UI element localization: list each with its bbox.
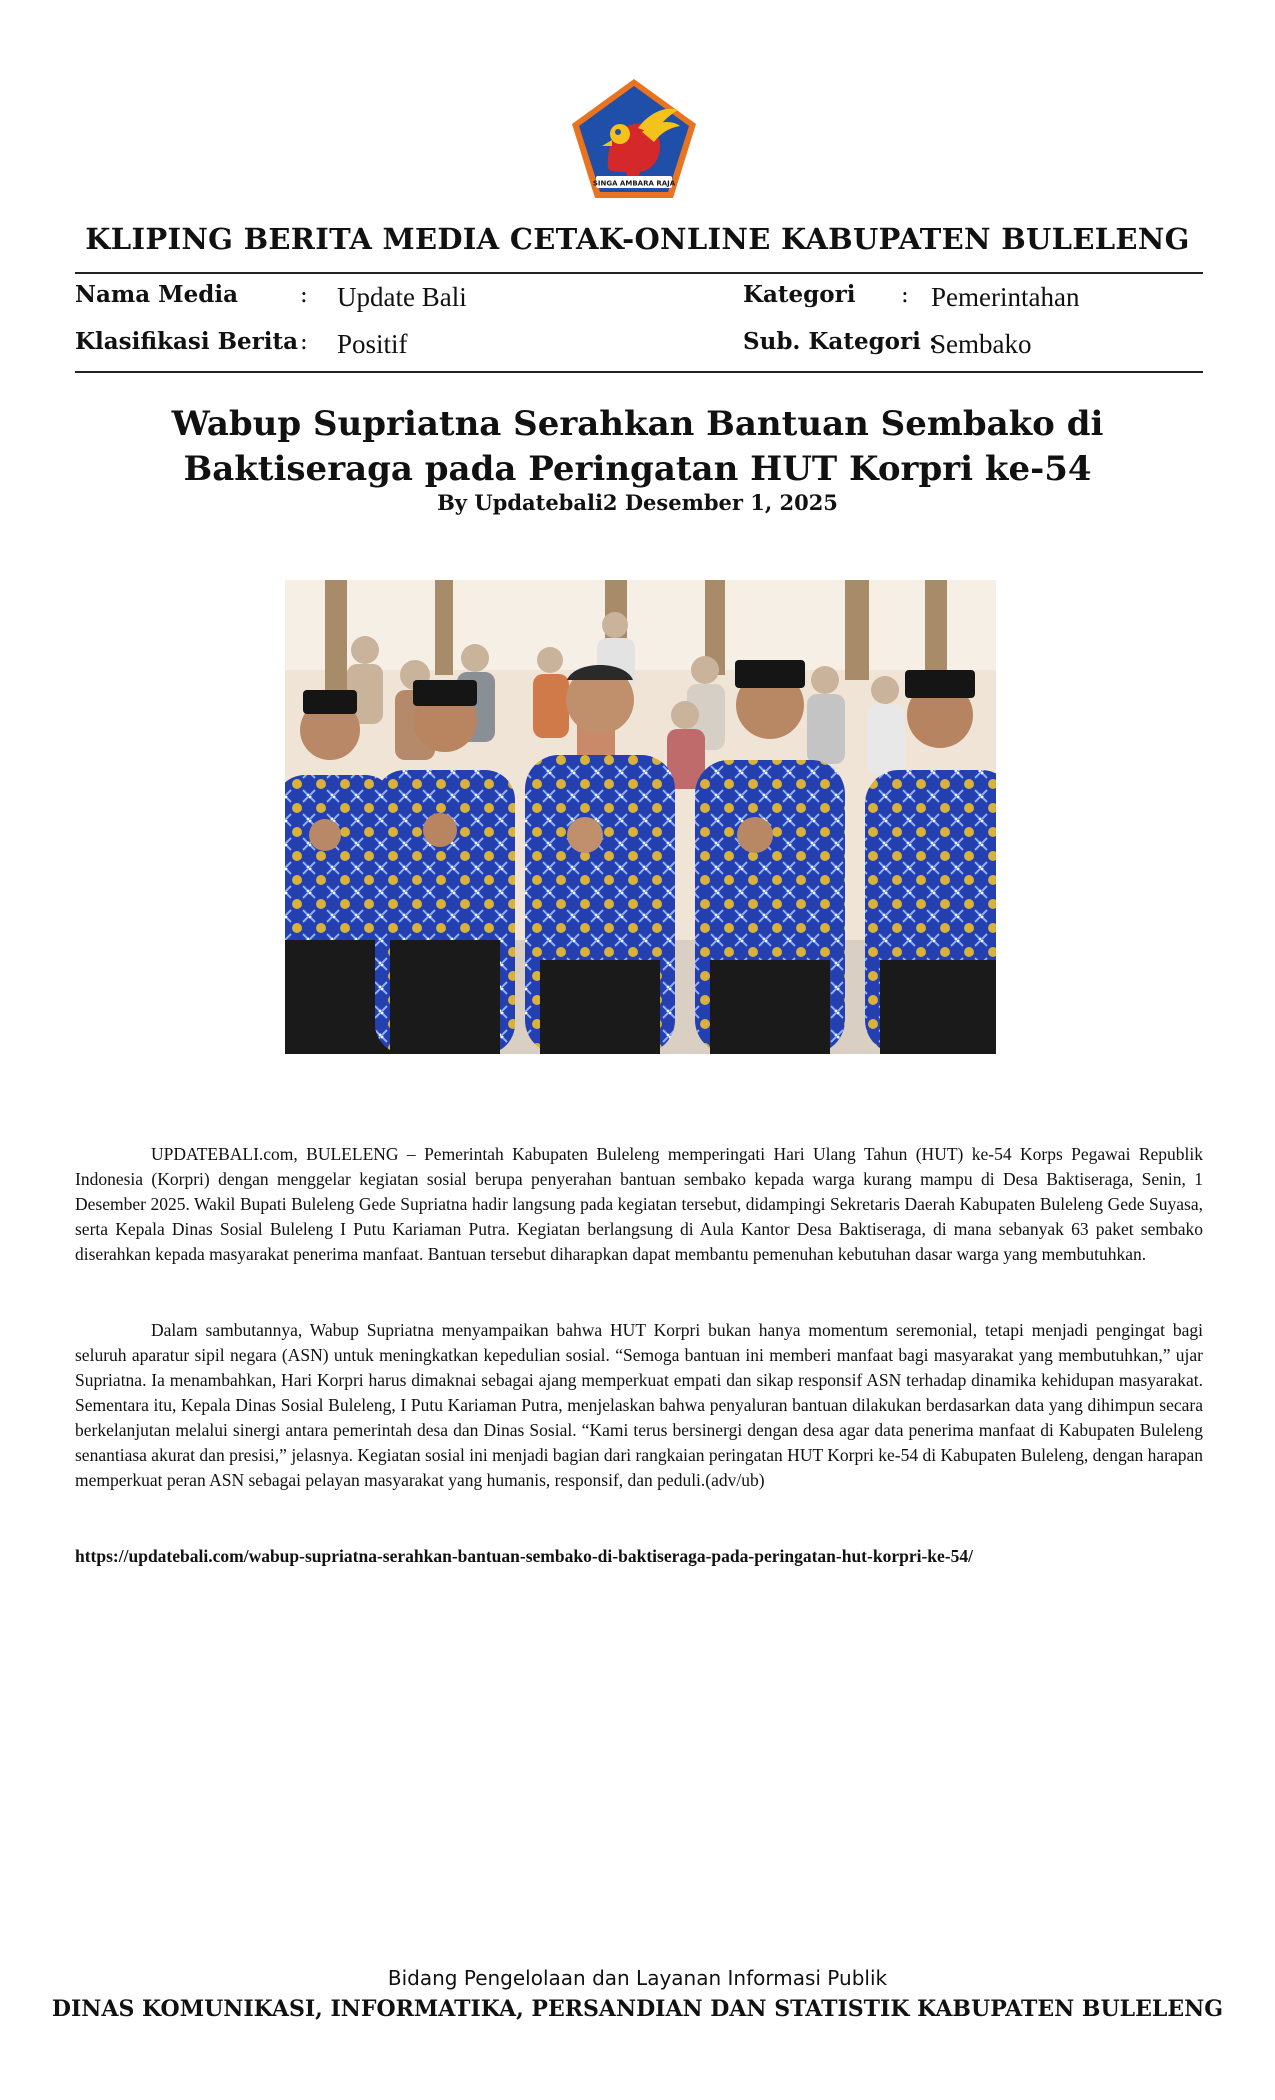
article-paragraph-2	[75, 1318, 1203, 1493]
buleleng-logo	[568, 76, 700, 202]
header-divider-top	[75, 272, 1203, 274]
logo-motto: SINGA AMBARA RAJA	[592, 179, 676, 188]
header-divider-bottom	[75, 371, 1203, 373]
klasifikasi-value: Positif	[337, 329, 408, 359]
kategori-colon: :	[901, 282, 909, 308]
subkategori-label: Sub. Kategori :	[743, 328, 938, 355]
klasifikasi-colon: :	[300, 329, 308, 355]
footer-department: Bidang Pengelolaan dan Layanan Informasi Publik	[387, 1966, 888, 1990]
media-value: Update Bali	[337, 282, 467, 312]
officials-group-photo	[285, 580, 996, 1054]
article-byline: By Updatebali2 Desember 1, 2025	[437, 490, 838, 515]
article-title: Wabup Supriatna Serahkan Bantuan Sembako di Baktiseraga pada Peringatan HUT Korpri ke-54	[171, 404, 1104, 489]
article-paragraph-2-text: Dalam sambutannya, Wabup Supriatna menyampaikan bahwa HUT Korpri bukan hanya momentum seremonial, tetapi menjadi pengingat bagi seluruh aparatur sipil negara (ASN) untuk meningkatkan kepedulian sosial. “Semoga bantuan ini memberi manfaat bagi masyarakat yang membutuhkan,” ujar Supriatna. Ia menambahkan, Hari Korpri harus dimaknai sebagai ajang memperkuat empati dan sikap responsif ASN terhadap dinamika kehidupan masyarakat. Sementara itu, Kepala Dinas Sosial Buleleng, I Putu Kariaman Putra, menjelaskan bahwa penyaluran bantuan dilakukan berdasarkan data yang dihimpun secara berkelanjutan melalui sinergi antara pemerintah desa dan Dinas Sosial. “Kami terus bersinergi dengan desa agar data penerima manfaat di Kabupaten Buleleng senantiasa akurat dan presisi,” jelasnya. Kegiatan sosial ini menjadi bagian dari rangkaian peringatan HUT Korpri ke-54 di Kabupaten Buleleng, dengan harapan memperkuat peran ASN sebagai pelayan masyarakat yang humanis, responsif, dan peduli.(adv/ub)	[75, 1320, 1203, 1490]
article-paragraph-1	[75, 1142, 1203, 1267]
article-photo	[285, 580, 996, 1054]
article-paragraph-1-text: UPDATEBALI.com, BULELENG – Pemerintah Kabupaten Buleleng memperingati Hari Ulang Tahun (HUT) ke-54 Korps Pegawai Republik Indonesia (Korpri) dengan menggelar kegiatan sosial berupa penyerahan bantuan sembako kepada warga kurang mampu di Desa Baktiseraga, Senin, 1 Desember 2025. Wakil Bupati Buleleng Gede Supriatna hadir langsung pada kegiatan tersebut, didampingi Sekretaris Daerah Kabupaten Buleleng Gede Suyasa, serta Kepala Dinas Sosial Buleleng I Putu Kariaman Putra. Kegiatan berlangsung di Aula Kantor Desa Baktiseraga, di mana sebanyak 63 paket sembako diserahkan kepada masyarakat penerima manfaat. Bantuan tersebut diharapkan dapat membantu pemenuhan kebutuhan dasar warga yang membutuhkan.	[75, 1144, 1203, 1264]
singa-ambara-raja-logo-icon	[568, 76, 700, 202]
clipping-header-title: KLIPING BERITA MEDIA CETAK-ONLINE KABUPATEN BULELENG	[85, 222, 1190, 256]
kategori-value: Pemerintahan	[931, 282, 1080, 312]
media-label: Nama Media	[75, 281, 238, 308]
media-colon: :	[300, 282, 308, 308]
kategori-label: Kategori	[743, 281, 856, 308]
subkategori-value: Sembako	[931, 329, 1032, 359]
footer-agency: DINAS KOMUNIKASI, INFORMATIKA, PERSANDIAN DAN STATISTIK KABUPATEN BULELENG	[51, 1996, 1224, 2022]
klasifikasi-label: Klasifikasi Berita	[75, 328, 299, 355]
article-source-url: https://updatebali.com/wabup-supriatna-serahkan-bantuan-sembako-di-baktiseraga-pada-peringatan-hut-korpri-ke-54/	[75, 1546, 973, 1566]
